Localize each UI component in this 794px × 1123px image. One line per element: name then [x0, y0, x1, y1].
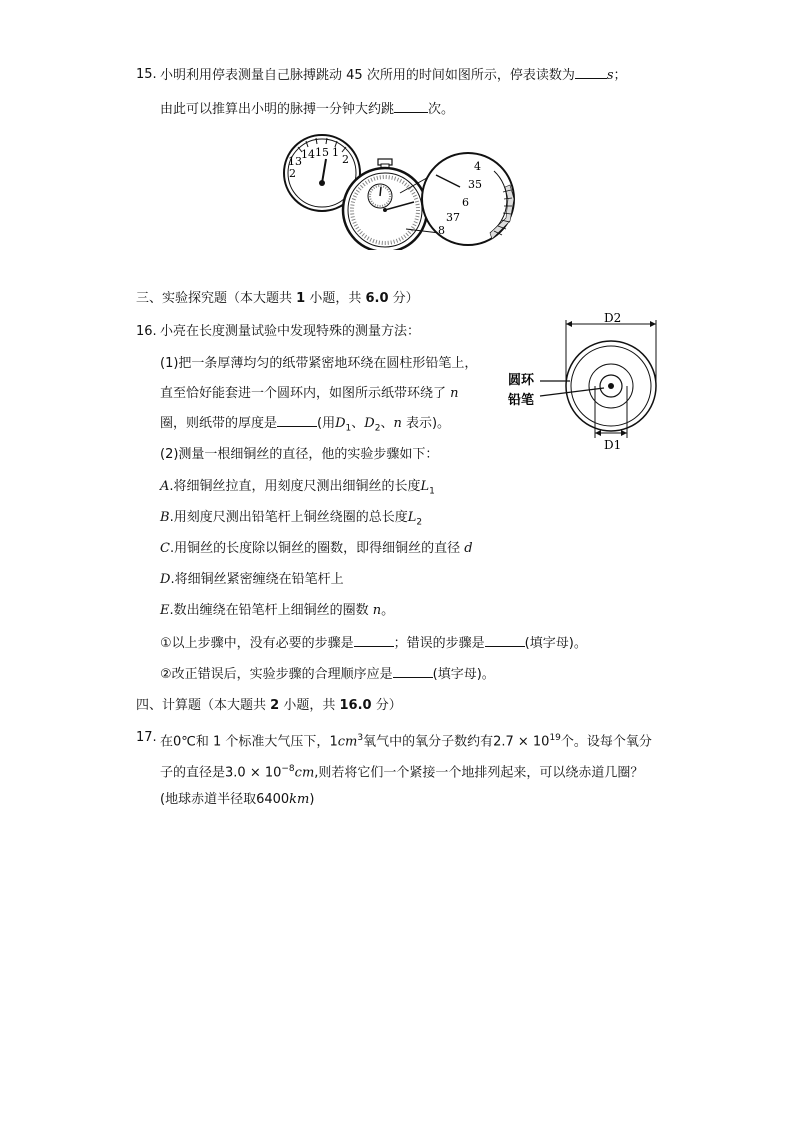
q16-text: ①以上步骤中，没有必要的步骤是 — [160, 636, 354, 651]
section-title: 三、实验探究题（本大题共 — [136, 291, 293, 306]
answer-blank[interactable] — [354, 634, 394, 647]
step-letter: B — [160, 510, 170, 525]
superscript: 3 — [357, 733, 364, 743]
step-text: .用刻度尺测出铅笔杆上铜丝绕圈的总长度 — [169, 510, 408, 525]
dial-number: 37 — [446, 211, 460, 224]
step-text: .将细铜丝紧密缠绕在铅笔杆上 — [170, 572, 344, 587]
subscript: 2 — [374, 423, 381, 434]
var-d1: D — [335, 416, 346, 431]
var-l: L — [420, 479, 430, 494]
dial-number: 15 — [315, 146, 329, 159]
section-score: 16.0 — [339, 698, 372, 713]
section-title: 小题，共 — [283, 698, 336, 713]
q15-text: 小明利用停表测量自己脉搏跳动 — [160, 68, 343, 83]
subscript: 1 — [345, 423, 352, 434]
q16-text: 表示)。 — [405, 416, 451, 431]
stopwatch-figure — [280, 125, 520, 250]
q16-part1-line3 — [160, 414, 450, 438]
question-number-16: 16. — [136, 324, 157, 339]
q17-line1 — [160, 729, 652, 751]
radius-value: 6400 — [256, 792, 290, 807]
dial-number: 2 — [289, 167, 296, 180]
section-count: 1 — [296, 291, 306, 306]
dial-number: 6 — [462, 196, 469, 209]
q16-text: (用 — [317, 416, 336, 431]
question-number-17: 17. — [136, 730, 157, 745]
fig-label-d2: D2 — [604, 312, 622, 325]
q16-text: (填字母)。 — [432, 667, 495, 682]
q16-text: 圈，则纸带的厚度是 — [160, 416, 278, 431]
dial-number: 35 — [468, 178, 482, 191]
q17-text: 和 1 个标准大气压下， — [195, 734, 330, 750]
q16-step-d — [160, 571, 344, 589]
q17-line2 — [160, 760, 643, 782]
fig-label-pencil: 铅笔 — [508, 393, 535, 408]
q17-text: (地球赤道半径取 — [160, 792, 257, 807]
molecule-count: 2.7 × 10 — [493, 734, 550, 750]
section-heading-3 — [136, 290, 419, 308]
step-text: .数出缠绕在铅笔杆上细铜丝的圈数 — [169, 603, 369, 618]
q15-line1 — [160, 66, 627, 85]
q17-text: ,则若将它们一个紧接一个地排列起来，可以绕赤道几圈？ — [314, 765, 644, 781]
fig-label-d1: D1 — [604, 438, 622, 452]
q16-intro: 小亮在长度测量试验中发现特殊的测量方法： — [160, 324, 421, 339]
q16-part1-line1: (1)把一条厚薄均匀的纸带紧密地环绕在圆柱形铅笔上， — [160, 356, 478, 371]
q15-text: 由此可以推算出小明的脉搏一分钟大约跳 — [160, 102, 395, 117]
q16-text: ②改正错误后，实验步骤的合理顺序应是 — [160, 667, 393, 682]
step-letter: D — [160, 572, 171, 587]
q16-step-b — [160, 509, 422, 532]
answer-blank[interactable] — [277, 414, 317, 427]
var-d: d — [464, 541, 473, 556]
superscript: 19 — [549, 733, 561, 743]
q16-text: (填字母)。 — [524, 636, 587, 651]
volume-value: 1 — [329, 734, 338, 750]
q15-text: 次所用的时间如图所示，停表读数为 — [366, 68, 575, 83]
section-title: 四、计算题（本大题共 — [136, 698, 267, 713]
unit-km: km — [289, 792, 310, 807]
var-l: L — [407, 510, 417, 525]
q17-text: 子的直径是 — [160, 765, 226, 781]
section-score: 6.0 — [365, 291, 389, 306]
dial-number: 13 — [288, 155, 302, 168]
fig-label-ring: 圆环 — [508, 373, 535, 388]
ring-pencil-figure — [500, 312, 670, 452]
superscript: −8 — [281, 764, 295, 774]
dial-number: 2 — [342, 153, 349, 166]
step-text: .将细铜丝拉直，用刻度尺测出细铜丝的长度 — [169, 479, 421, 494]
section-title: 分） — [392, 291, 419, 306]
var-n: n — [450, 386, 459, 401]
step-text: .用铜丝的长度除以铜丝的圈数，即得细铜丝的直径 — [169, 541, 461, 556]
q16-step-a — [160, 478, 435, 501]
var-n: n — [393, 416, 402, 431]
unit-s: s — [606, 68, 614, 83]
q16-text: ；错误的步骤是 — [393, 636, 485, 651]
question-number-15: 15. — [136, 67, 157, 82]
q16-sub1 — [160, 634, 587, 653]
q15-line2 — [160, 100, 454, 119]
large-dial-magnifier — [422, 153, 514, 245]
step-text: 。 — [381, 603, 395, 618]
diameter-value: 3.0 × 10 — [225, 765, 282, 781]
q17-text: ) — [309, 792, 315, 807]
section-title: 分） — [375, 698, 402, 713]
dial-number: 8 — [438, 224, 445, 237]
section-count: 2 — [270, 698, 280, 713]
q17-text: 氧气中的氧分子数约有 — [363, 734, 494, 750]
q17-text: 个。设每个氧分 — [560, 734, 652, 750]
var-d2: D — [364, 416, 375, 431]
step-letter: A — [160, 479, 170, 494]
answer-blank[interactable] — [575, 66, 607, 79]
q16-step-c — [160, 540, 473, 558]
q16-text: 、 — [380, 416, 394, 431]
q16-step-e — [160, 602, 394, 620]
unit-cm: cm — [294, 765, 315, 781]
answer-blank[interactable] — [394, 100, 428, 113]
q16-text: 直至恰好能套进一个圆环内，如图所示纸带环绕了 — [160, 386, 447, 401]
section-title: 小题，共 — [309, 291, 362, 306]
q15-text: 次。 — [428, 102, 455, 117]
q17-line3 — [160, 791, 314, 809]
answer-blank[interactable] — [485, 634, 525, 647]
q16-part1-line2 — [160, 385, 459, 403]
section-heading-4 — [136, 697, 402, 715]
subscript: 2 — [416, 517, 423, 528]
q15-text: ； — [613, 68, 627, 83]
var-n: n — [372, 603, 382, 618]
q15-count: 45 — [346, 68, 363, 83]
step-letter: C — [160, 541, 170, 556]
q16-part2: (2)测量一根细铜丝的直径，他的实验步骤如下： — [160, 447, 439, 462]
temperature: 0℃ — [173, 734, 196, 750]
unit-cm: cm — [337, 734, 358, 750]
answer-blank[interactable] — [393, 665, 433, 678]
subscript: 1 — [429, 486, 435, 497]
q16-sub2 — [160, 665, 495, 684]
q17-text: 在 — [160, 734, 174, 750]
dial-number: 14 — [301, 148, 315, 161]
step-letter: E — [160, 603, 170, 618]
dial-number: 1 — [332, 146, 339, 159]
q16-text: 、 — [351, 416, 365, 431]
dial-number: 4 — [474, 160, 481, 173]
